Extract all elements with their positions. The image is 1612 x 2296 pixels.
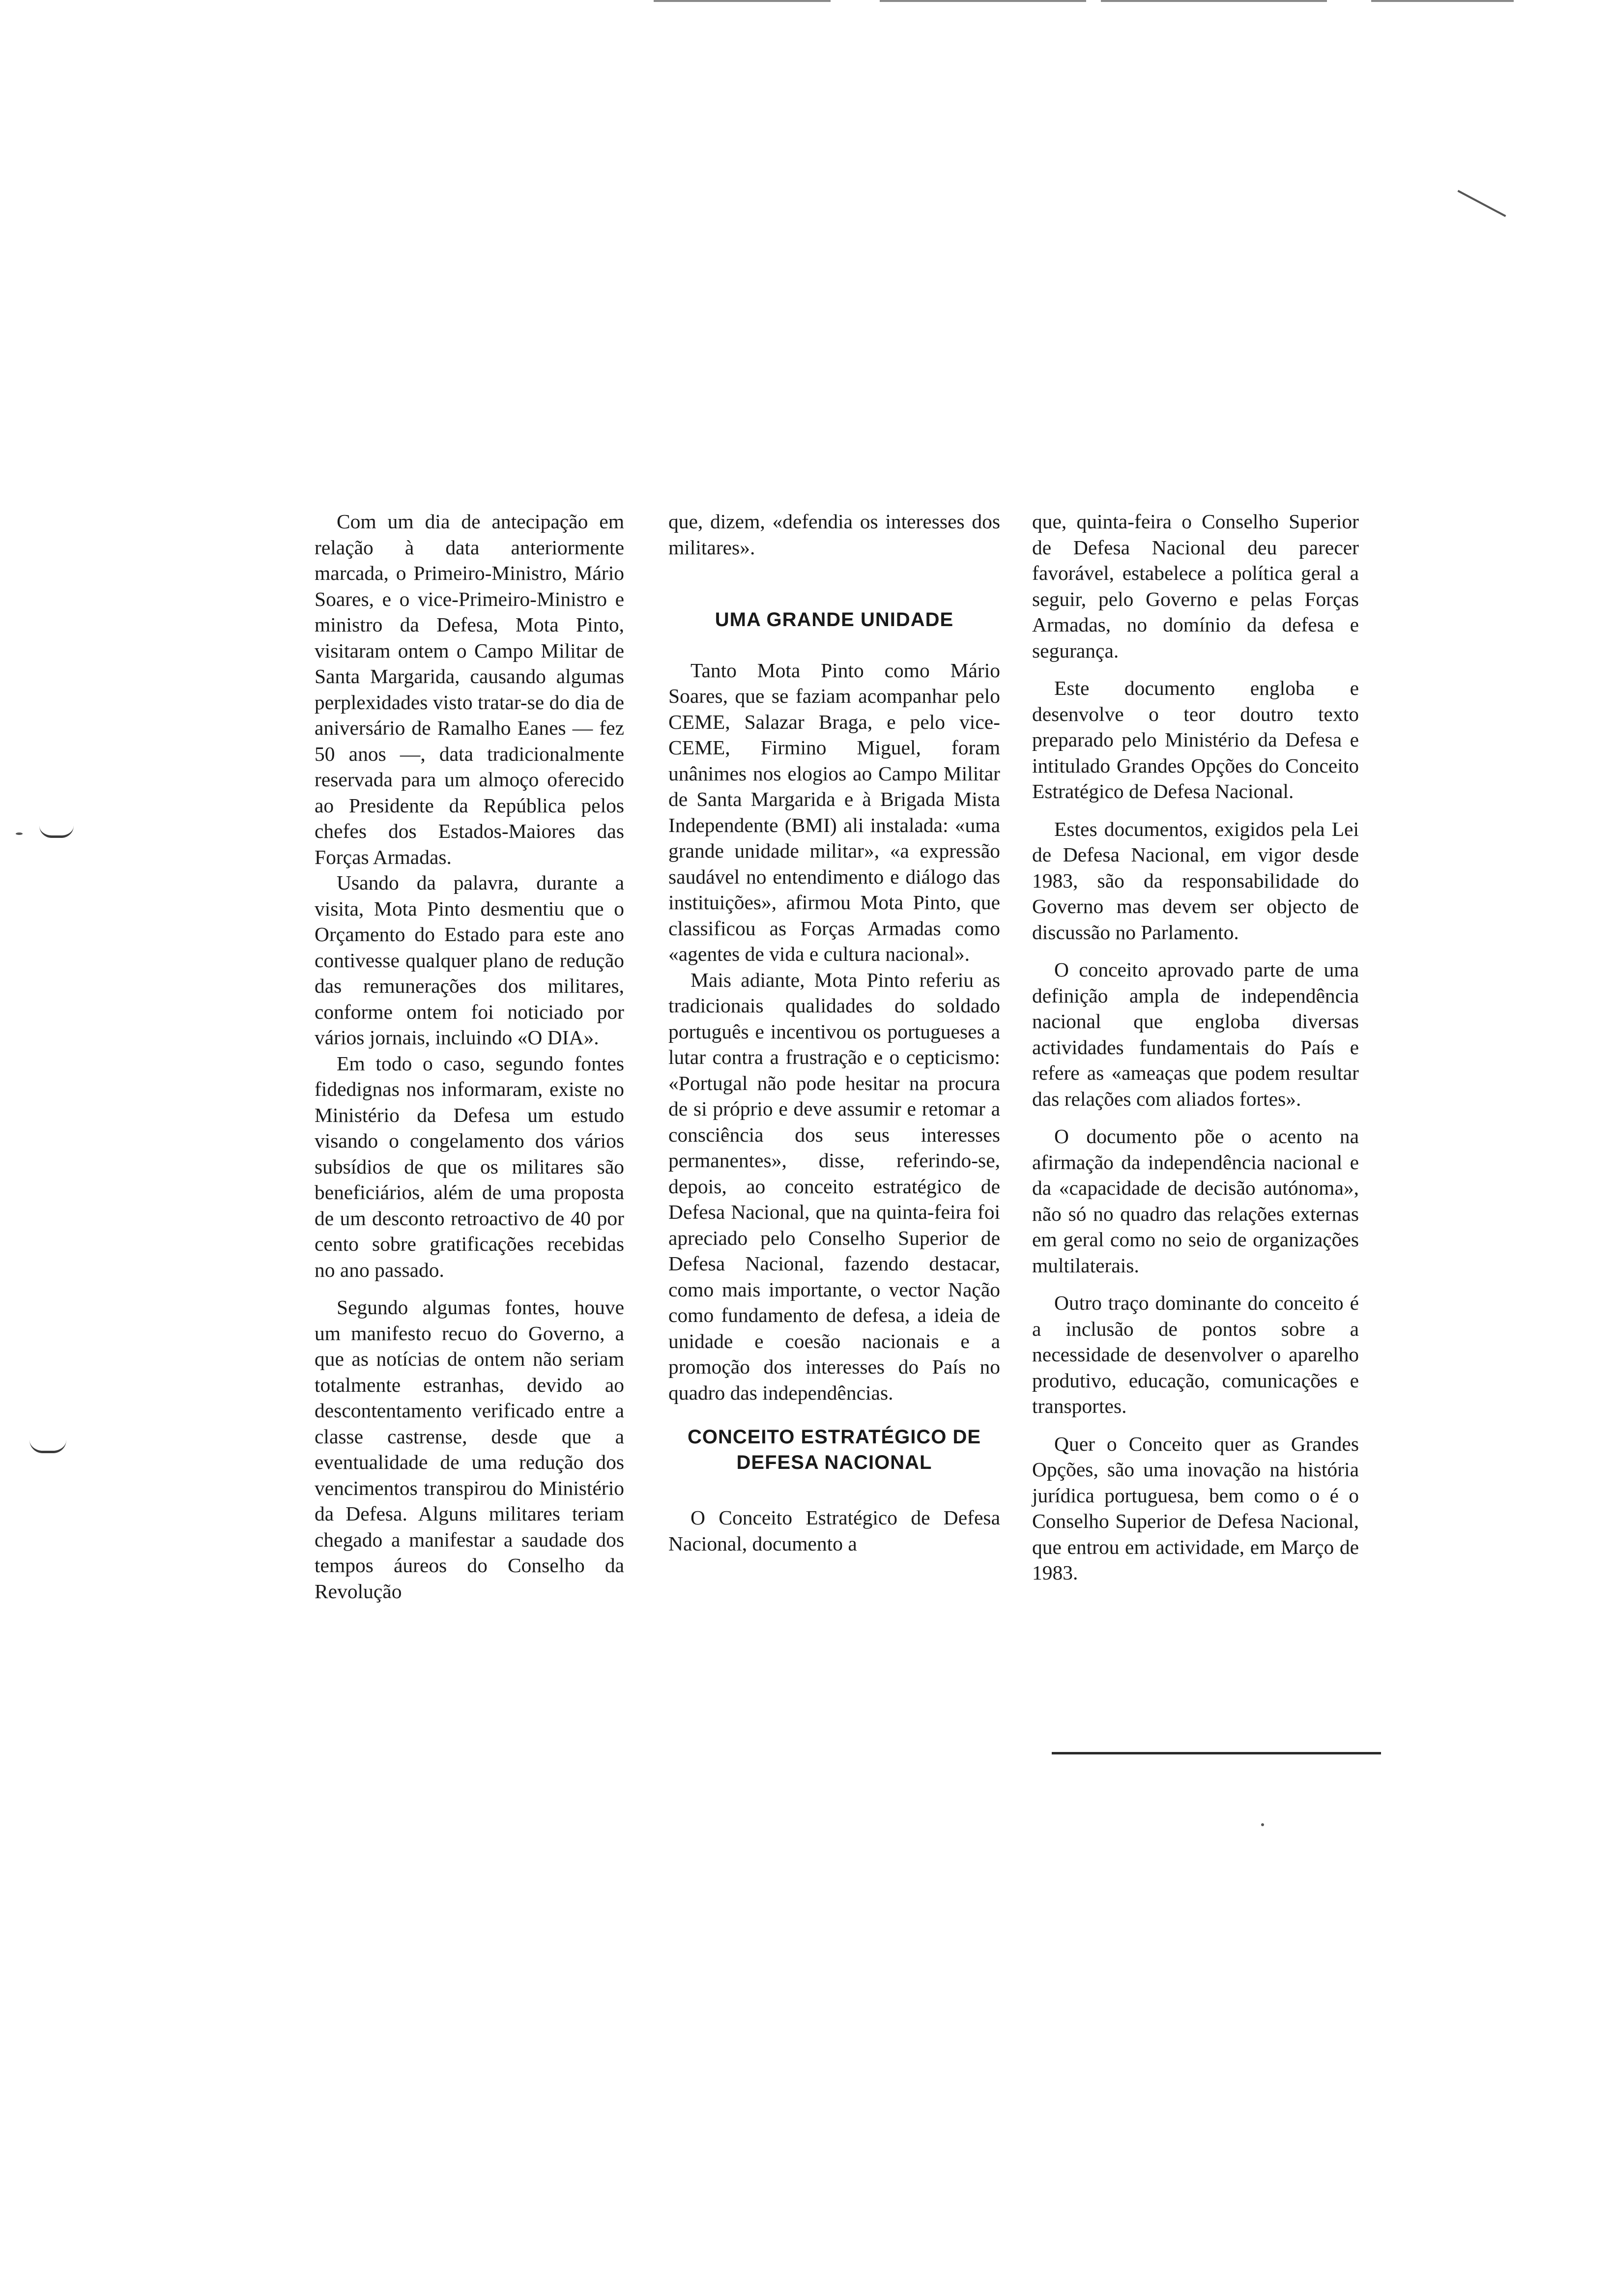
paragraph: Outro traço dominante do conceito é a inclusão de pontos sobre a necessidade de desenvolver o aparelho produtivo, educação, comunicações e transportes. xyxy=(1032,1292,1359,1417)
scan-mark xyxy=(1457,190,1506,217)
scan-mark xyxy=(39,826,74,838)
paragraph: O Conceito Estratégico de Defesa Nacional, documento a xyxy=(668,1506,1000,1555)
paragraph: Estes documentos, exigidos pela Lei de Defesa Nacional, em vigor desde 1983, são da responsabilidade do Governo mas devem ser objecto de discussão no Parlamento. xyxy=(1032,817,1359,944)
scan-edge-line xyxy=(654,0,831,2)
scan-edge-line xyxy=(880,0,1086,2)
scan-edge-line xyxy=(1371,0,1514,2)
scan-speck xyxy=(1261,1823,1264,1826)
section-heading: CONCEITO ESTRATÉGICO DE DEFESA NACIONAL xyxy=(687,1426,981,1473)
article-column-1 xyxy=(315,509,624,1604)
scan-mark xyxy=(29,1440,66,1453)
paragraph: Segundo algumas fontes, houve um manifesto recuo do Governo, a que as notícias de ontem não seriam totalmente estranhas, devido ao descontentamento verificado entre a classe castrense, desde que a eventualidade de uma redução dos vencimentos transpirou do Ministério da Defesa. Alguns militares teriam chegado a manifestar a saudade dos tempos áureos do Conselho da Revolução xyxy=(315,1296,624,1603)
article-column-2 xyxy=(668,509,1000,1556)
paragraph: Tanto Mota Pinto como Mário Soares, que se faziam acompanhar pelo CEME, Salazar Braga, e pelo vice-CEME, Firmino Miguel, foram unânimes nos elogios ao Campo Militar de Santa Margarida e à Brigada Mista Independente (BMI) ali instalada: «uma grande unidade militar», «a expressão saudável no entendimento e diálogo das instituições», afirmou Mota Pinto, que classificou as Forças Armadas como «agentes de vida e cultura nacional». xyxy=(668,659,1000,965)
section-heading: UMA GRANDE UNIDADE xyxy=(715,609,954,631)
paragraph: Este documento engloba e desenvolve o teor doutro texto preparado pelo Ministério da Defesa e intitulado Grandes Opções do Conceito Estratégico de Defesa Nacional. xyxy=(1032,677,1359,803)
paragraph: Usando da palavra, durante a visita, Mota Pinto desmentiu que o Orçamento do Estado para este ano contivesse qualquer plano de redução das remunerações dos militares, conforme ontem foi noticiado por vários jornais, incluindo «O DIA». xyxy=(315,871,624,1049)
paragraph: Quer o Conceito quer as Grandes Opções, são uma inovação na história jurídica portuguesa, bem como o é o Conselho Superior de Defesa Nacional, que entrou em actividade, em Março de 1983. xyxy=(1032,1432,1359,1584)
paragraph: Com um dia de antecipação em relação à data anteriormente marcada, o Primeiro-Ministro, Mário Soares, e o vice-Primeiro-Ministro e ministro da Defesa, Mota Pinto, visitaram ontem o Campo Militar de Santa Margarida, causando algumas perplexidades visto tratar-se do dia de aniversário de Ramalho Eanes — fez 50 anos —, data tradicionalmente reservada para um almoço oferecido ao Presidente da República pelos chefes dos Estados-Maiores das Forças Armadas. xyxy=(315,510,624,868)
paragraph: Mais adiante, Mota Pinto referiu as tradicionais qualidades do soldado português e incentivou os portugueses a lutar contra a frustração e o cepticismo: «Portugal não pode hesitar na procura de si próprio e deve assumir e retomar a consciência dos seus interesses permanentes», disse, referindo-se, depois, ao conceito estratégico de Defesa Nacional, que na quinta-feira foi apreciado pelo Conselho Superior de Defesa Nacional, fazendo destacar, como mais importante, o vector Nação como fundamento de defesa, a ideia de unidade e coesão nacionais e a promoção dos interesses do País no quadro das independências. xyxy=(668,968,1000,1404)
paragraph: O conceito aprovado parte de uma definição ampla de independência nacional que engloba diversas actividades fundamentais do País e refere as «ameaças que podem resultar das relações com aliados fortes». xyxy=(1032,958,1359,1110)
paragraph: que, quinta-feira o Conselho Superior de Defesa Nacional deu parecer favorável, estabelece a política geral a seguir, pelo Governo e pelas Forças Armadas, no domínio da defesa e segurança. xyxy=(1032,510,1359,662)
paragraph: que, dizem, «defendia os interesses dos militares». xyxy=(668,510,1000,559)
scan-edge-line xyxy=(1101,0,1327,2)
article-column-3 xyxy=(1032,509,1359,1586)
end-rule xyxy=(1052,1752,1381,1754)
scan-speck xyxy=(16,832,23,835)
paragraph: Em todo o caso, segundo fontes fidedignas nos informaram, existe no Ministério da Defesa um estudo visando o congelamento dos vários subsídios de que os militares são beneficiários, além de uma proposta de um desconto retroactivo de 40 por cento sobre gratificações recebidas no ano passado. xyxy=(315,1052,624,1281)
paragraph: O documento põe o acento na afirmação da independência nacional e da «capacidade de decisão autónoma», não só no quadro das relações externas em geral como no seio de organizações multilaterais. xyxy=(1032,1125,1359,1277)
